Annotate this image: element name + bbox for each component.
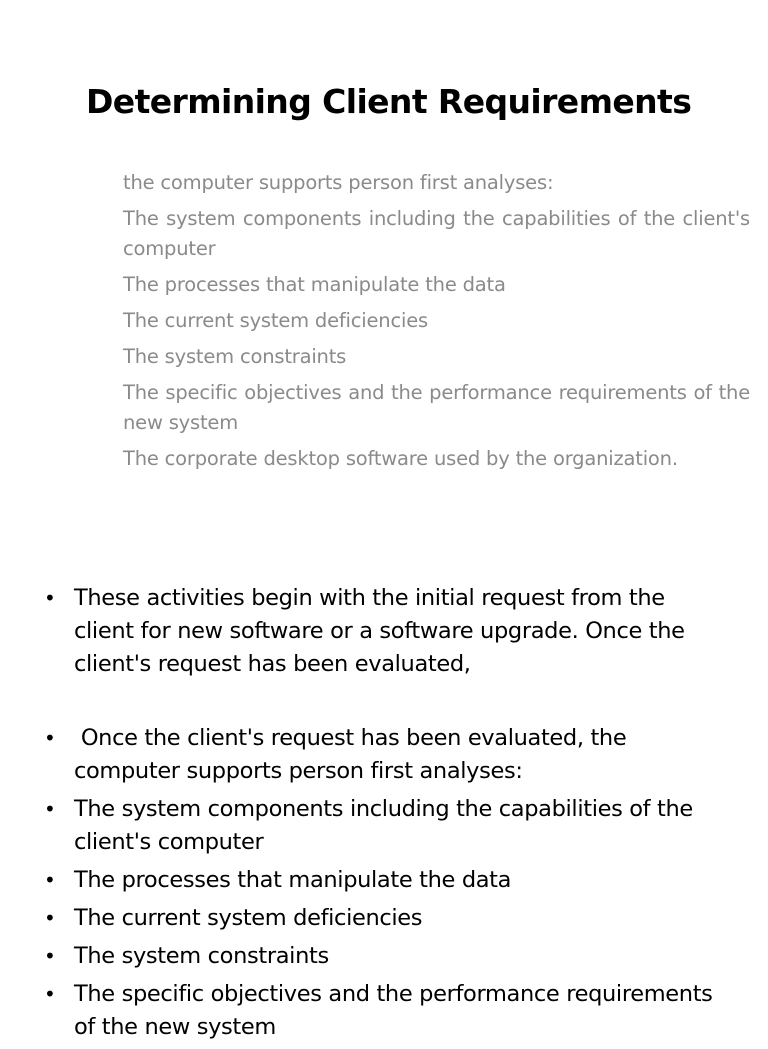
gray-list-item: The current system deficiencies [123,309,428,332]
bullet-text: The specific objectives and the performance requirements of the new system [74,981,713,1040]
bullet-text: The current system deficiencies [74,905,423,931]
bullet-item [44,793,724,859]
bullet-text: The system components including the capabilities of the client's computer [74,796,693,855]
bullet-text: These activities begin with the initial request from the client for new software or a software upgrade. Once the client's request has been evaluated, [74,585,685,677]
bullet-icon: • [44,944,56,968]
bullet-icon: • [44,797,56,821]
bullet-list [44,582,724,1049]
bullet-item [44,978,724,1044]
bullet-item [44,582,724,681]
bullet-text: The system constraints [74,943,329,969]
bullet-text: The processes that manipulate the data [74,867,512,893]
gray-list-item: The specific objectives and the performance requirements of the new system [123,381,750,434]
gray-requirements-list [123,168,750,480]
gray-list-item: The corporate desktop software used by the organization. [123,447,678,470]
bullet-text: Once the client's request has been evaluated, the computer supports person first analyses: [74,725,634,784]
bullet-item [44,722,724,788]
gray-list-item: The processes that manipulate the data [123,273,506,296]
bullet-item [44,864,724,897]
bullet-item [44,902,724,935]
gray-list-item: The system components including the capabilities of the client's computer [123,207,750,260]
gray-list-item: The system constraints [123,345,347,368]
page-title: Determining Client Requirements [86,82,692,121]
bullet-item [44,940,724,973]
bullet-icon: • [44,906,56,930]
bullet-icon: • [44,726,56,750]
gray-list-item: the computer supports person first analyses: [123,171,554,194]
bullet-icon: • [44,982,56,1006]
bullet-icon: • [44,868,56,892]
bullet-icon: • [44,586,56,610]
